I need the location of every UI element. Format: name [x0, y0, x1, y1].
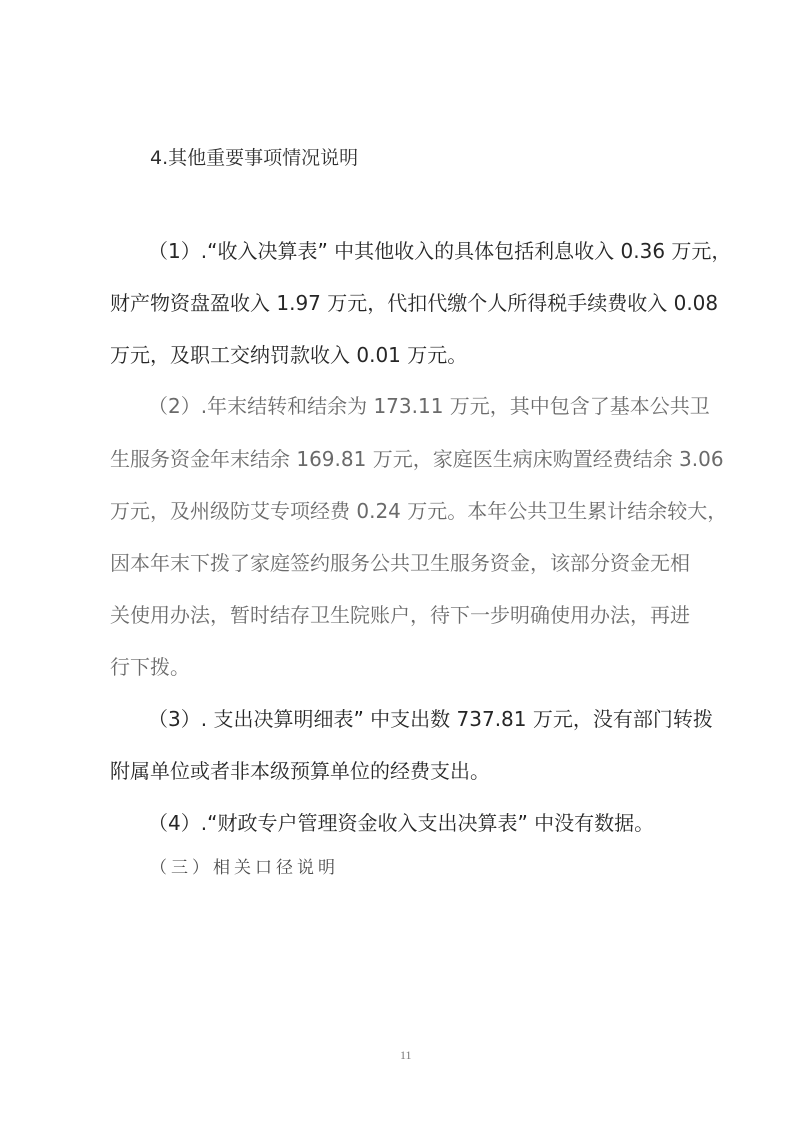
para2-line-2: 生服务资金年末结余 169.81 万元，家庭医生病床购置经费结余 3.06	[110, 447, 724, 471]
para2-line-5: 关使用办法，暂时结存卫生院账户，待下一步明确使用办法，再进	[110, 603, 690, 627]
subsection-heading: （三）相关口径说明	[150, 858, 339, 878]
para3-line-1: （3）. 支出决算明细表” 中支出数 737.81 万元，没有部门转拨	[148, 707, 713, 731]
para2-line-4: 因本年末下拨了家庭签约服务公共卫生服务资金，该部分资金无相	[110, 551, 690, 575]
page-number: 11	[400, 1048, 412, 1062]
para2-line-6: 行下拨。	[110, 655, 190, 679]
section-heading: 4.其他重要事项情况说明	[150, 147, 359, 169]
para1-line-3: 万元，及职工交纳罚款收入 0.01 万元。	[110, 343, 468, 367]
para2-line-1: （2）.年末结转和结余为 173.11 万元，其中包含了基本公共卫	[148, 394, 710, 418]
para1-line-2: 财产物资盘盈收入 1.97 万元，代扣代缴个人所得税手续费收入 0.08	[110, 291, 719, 315]
para3-line-2: 附属单位或者非本级预算单位的经费支出。	[110, 759, 490, 783]
para4-line-1: （4）.“财政专户管理资金收入支出决算表” 中没有数据。	[148, 811, 655, 835]
para2-line-3: 万元，及州级防艾专项经费 0.24 万元。本年公共卫生累计结余较大，	[110, 499, 728, 523]
para1-line-1: （1）.“收入决算表” 中其他收入的具体包括利息收入 0.36 万元，	[148, 239, 732, 263]
